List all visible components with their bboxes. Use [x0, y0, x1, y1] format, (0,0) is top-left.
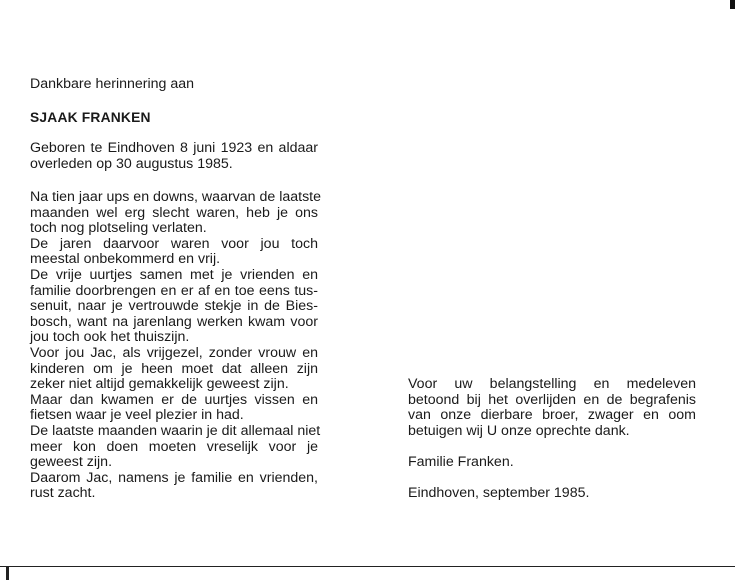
poem-line: geweest zijn.	[30, 454, 113, 471]
scan-corner-mark	[730, 0, 735, 9]
thanks-line: betuigen wij U onze oprechte dank.	[408, 422, 630, 439]
poem-line: De vrije uurtjes samen met je vrienden en	[30, 267, 318, 283]
poem-line: zeker niet altijd gemakkelijk geweest zijn.	[30, 376, 289, 393]
place-date: Eindhoven, september 1985.	[408, 485, 590, 501]
poem-line: bosch, want na jarenlang werken kwam voor	[30, 313, 318, 330]
poem-line: Daarom Jac, namens je familie en vrienden,	[30, 469, 318, 486]
poem-line: Na tien jaar ups en downs, waarvan de laatste	[30, 189, 322, 205]
poem-line: meer kon doen moeten vreselijk voor je	[30, 438, 318, 455]
bottom-border	[0, 566, 735, 580]
poem-line: De jaren daarvoor waren voor jou toch	[30, 235, 318, 252]
birth-line: Geboren te Eindhoven 8 juni 1923 en aldaar	[30, 140, 318, 156]
poem-line: senuit, naar je vertrouwde stekje in de Bies-	[30, 298, 318, 315]
poem-line: kinderen om je heen moet dat alleen zijn	[30, 360, 318, 377]
poem-line: jou toch ook het thuiszijn.	[30, 329, 190, 346]
poem-line: fietsen waar je veel plezier in had.	[30, 407, 244, 424]
family-signature: Familie Franken.	[408, 454, 514, 470]
thanks-line: van onze dierbare broer, zwager en oom	[408, 407, 696, 424]
thanks-line: Voor uw belangstelling en medeleven	[408, 376, 696, 392]
poem-line: meestal onbekommerd en vrij.	[30, 251, 221, 268]
poem-line: toch nog plotseling verlaten.	[30, 220, 207, 237]
poem-line: Voor jou Jac, als vrijgezel, zonder vrouw en	[30, 345, 318, 361]
deceased-name: SJAAK FRANKEN	[30, 110, 151, 125]
poem-line: rust zacht.	[30, 485, 96, 502]
poem-line: Maar dan kwamen er de uurtjes vissen en	[30, 391, 318, 408]
thanks-line: betoond bij het overlijden en de begrafenis	[408, 391, 696, 408]
card-heading: Dankbare herinnering aan	[30, 76, 195, 92]
border-tick	[6, 567, 9, 580]
poem-line: De laatste maanden waarin je dit allemaal niet	[30, 423, 321, 439]
poem-line: familie doorbrengen en er af en toe eens tus-	[30, 282, 318, 299]
death-line: overleden op 30 augustus 1985.	[30, 156, 233, 172]
poem-line: maanden wel erg slecht waren, heb je ons	[30, 204, 318, 221]
